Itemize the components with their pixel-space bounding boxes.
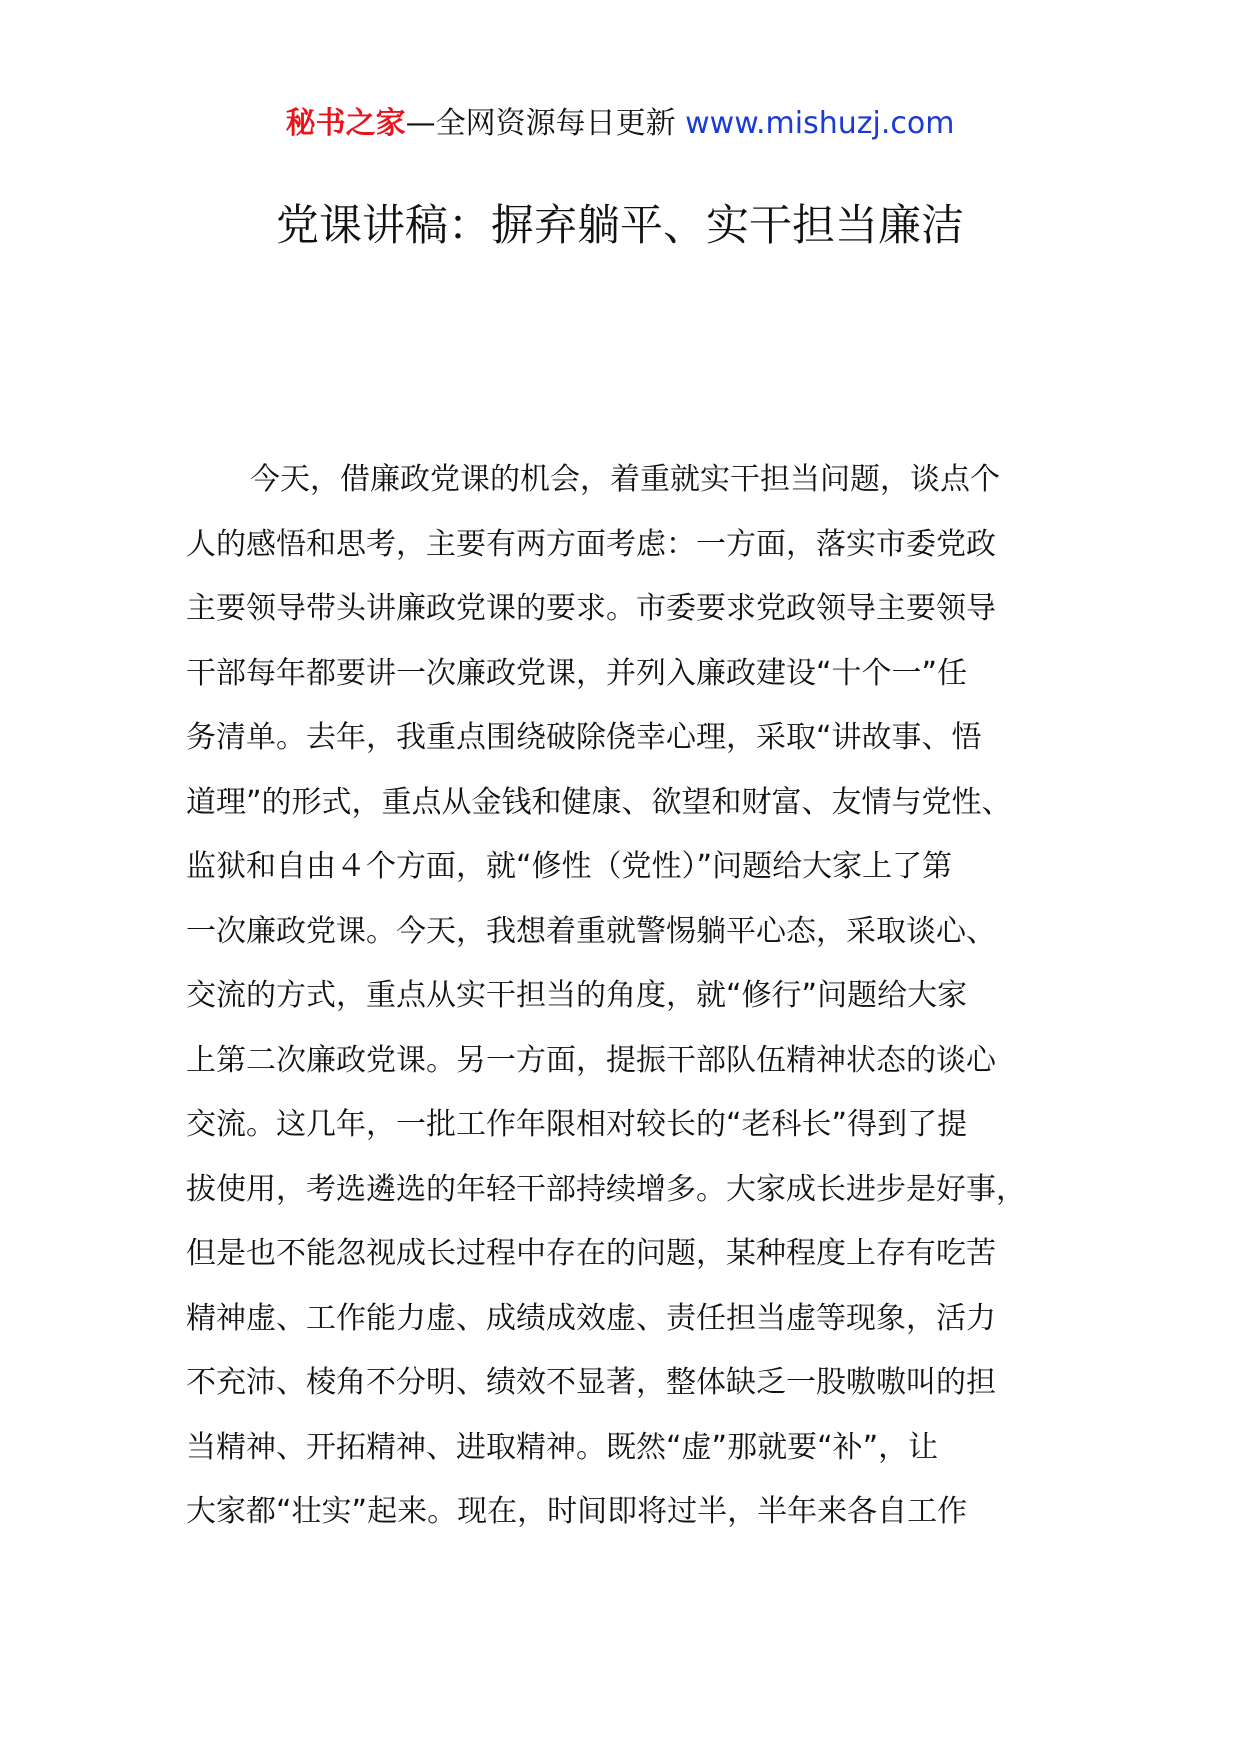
document-title: 党课讲稿：摒弃躺平、实干担当廉洁 [276,201,964,251]
body-line: 上第二次廉政党课。另一方面，提振干部队伍精神状态的谈心 [186,1042,996,1078]
body-line: 一次廉政党课。今天，我想着重就警惕躺平心态，采取谈心、 [186,913,996,949]
body-line: 务清单。去年，我重点围绕破除侥幸心理，采取“讲故事、悟 [186,720,982,755]
body-paragraph [186,448,1082,1545]
body-line: 干部每年都要讲一次廉政党课，并列入廉政建设“十个一”任 [186,655,968,691]
body-line: 监狱和自由４个方面，就“修性（党性）”问题给大家上了第 [186,849,953,884]
body-line: 拔使用，考选遴选的年轻干部持续增多。大家成长进步是好事， [186,1171,1026,1207]
body-line: 今天，借廉政党课的机会，着重就实干担当问题，谈点个 [250,462,1000,497]
body-line: 主要领导带头讲廉政党课的要求。市委要求党政领导主要领导 [186,591,996,626]
body-line: 不充沛、棱角不分明、绩效不显著，整体缺乏一股嗷嗷叫的担 [186,1365,996,1400]
body-line: 交流的方式，重点从实干担当的角度，就“修行”问题给大家 [186,978,968,1013]
body-line: 大家都“壮实”起来。现在，时间即将过半，半年来各自工作 [186,1494,968,1529]
site-header [0,104,1240,144]
body-line: 人的感悟和思考，主要有两方面考虑：一方面，落实市委党政 [186,526,996,562]
body-line: 精神虚、工作能力虚、成绩成效虚、责任担当虚等现象，活力 [186,1300,996,1336]
body-line: 道理”的形式，重点从金钱和健康、欲望和财富、友情与党性、 [186,784,1012,820]
body-line: 但是也不能忽视成长过程中存在的问题，某种程度上存有吃苦 [186,1236,996,1271]
body-line: 交流。这几年，一批工作年限相对较长的“老科长”得到了提 [186,1107,968,1142]
header-slogan: —全网资源每日更新 [405,106,686,141]
site-url-link[interactable]: www.mishuzj.com [685,106,955,141]
body-line: 当精神、开拓精神、进取精神。既然“虚”那就要“补”，让 [186,1429,939,1465]
brand-name: 秘书之家 [285,106,406,141]
